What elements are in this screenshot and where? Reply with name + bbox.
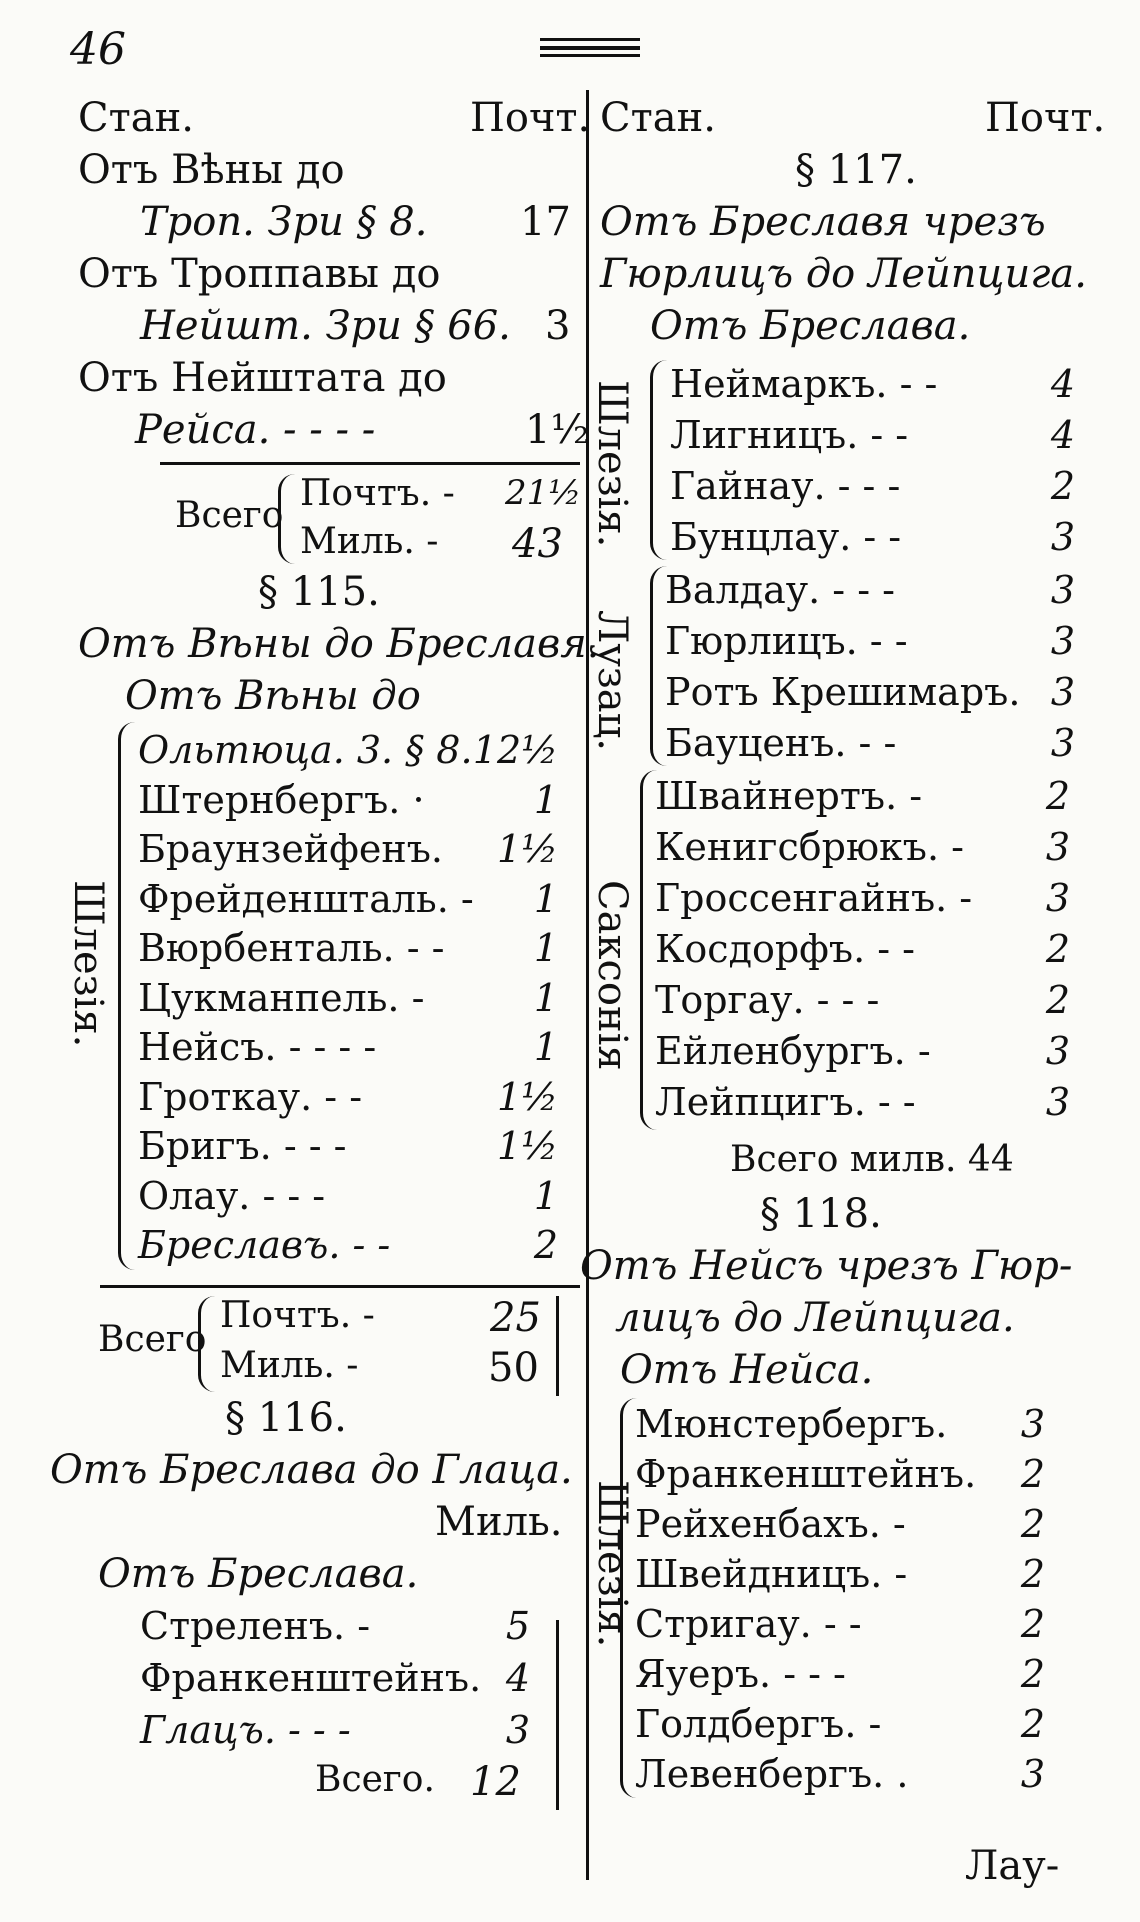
- post-count: 2: [1020, 1652, 1045, 1696]
- station-name: Лигницъ. - -: [670, 413, 909, 457]
- right-col-head-posts: Почт.: [985, 95, 1106, 141]
- total1-posts-name: Почтъ. -: [300, 473, 455, 514]
- station-name: Бунцлау. - -: [670, 515, 902, 559]
- section-118-list: [635, 1402, 1045, 1812]
- post-count: 3: [1020, 1752, 1045, 1796]
- list-item: [670, 362, 1075, 406]
- list-item: [138, 778, 558, 822]
- post-count: 2: [1020, 1452, 1045, 1496]
- post-count: 3: [505, 1708, 530, 1752]
- station-name: Голдбергъ. -: [635, 1702, 882, 1746]
- section-116-list: [140, 1604, 530, 1764]
- left-col-head-posts: Почт.: [470, 95, 591, 141]
- post-count: 3: [1050, 515, 1075, 559]
- station-name: Браунзейфенъ.: [138, 827, 443, 871]
- post-count: 2: [1050, 464, 1075, 508]
- station-name: Валдау. - - -: [665, 568, 895, 612]
- station-name: Яуеръ. - - -: [635, 1652, 846, 1696]
- left-route-1: Отъ Вѣны до: [78, 147, 345, 193]
- post-count: 2: [1045, 978, 1070, 1022]
- station-name: Мюнстербергъ.: [635, 1402, 948, 1446]
- post-count: 1: [533, 975, 558, 1020]
- list-item: [665, 568, 1075, 612]
- total3-label: Всего.: [315, 1759, 435, 1800]
- list-item: [670, 515, 1075, 559]
- total1-posts-val: 21½: [505, 473, 582, 513]
- list-item: [138, 1025, 558, 1069]
- post-count: 3: [1045, 825, 1070, 869]
- list-item: [138, 926, 558, 970]
- list-item: [635, 1402, 1045, 1446]
- station-name: Ейленбургъ. -: [655, 1029, 931, 1073]
- station-name: Гроссенгайнъ. -: [655, 876, 973, 920]
- post-count: 3: [1045, 876, 1070, 920]
- left-route-6-val: 1½: [525, 407, 590, 453]
- station-name: Глацъ. - - -: [140, 1708, 351, 1752]
- section-116-title: Отъ Бреслава до Глаца.: [50, 1447, 573, 1493]
- total2-posts-name: Почтъ. -: [220, 1295, 375, 1336]
- station-name: Швейдницъ. -: [635, 1552, 908, 1596]
- post-count: 3: [1050, 568, 1075, 612]
- post-count: 4: [505, 1656, 530, 1700]
- post-count: 1: [533, 1173, 558, 1218]
- station-name: Стригау. - -: [635, 1602, 862, 1646]
- post-count: 2: [1020, 1502, 1045, 1546]
- catchword: Лау-: [965, 1843, 1060, 1889]
- post-count: 1: [533, 777, 558, 822]
- list-item: [138, 728, 558, 772]
- section-115-heading: § 115.: [258, 569, 380, 615]
- list-item: [655, 927, 1070, 971]
- list-item: [140, 1708, 530, 1752]
- rule-2: [100, 1285, 580, 1288]
- list-item: [665, 619, 1075, 663]
- total1-label: Всего: [175, 495, 284, 536]
- station-name: Олау. - - -: [138, 1173, 326, 1218]
- post-count: 3: [1045, 1080, 1070, 1124]
- station-name: Бауценъ. - -: [665, 721, 897, 765]
- list-item: [655, 1029, 1070, 1073]
- list-item: [665, 721, 1075, 765]
- post-count: 1½: [496, 1124, 558, 1168]
- post-count: 3: [1050, 721, 1075, 765]
- post-count: 5: [505, 1604, 530, 1648]
- list-item: [138, 1124, 558, 1168]
- total1-miles-val: 43: [512, 521, 563, 567]
- list-item: [138, 976, 558, 1020]
- section-117-total: Всего милв. 44: [730, 1139, 1014, 1180]
- station-name: Рейхенбахъ. -: [635, 1502, 906, 1546]
- section-117-title-2: Гюрлицъ до Лейпцига.: [600, 251, 1087, 297]
- station-name: Торгау. - - -: [655, 978, 880, 1022]
- left-route-4-name: Нейшт. Зри § 66.: [140, 303, 511, 349]
- post-count: 1½: [496, 1074, 558, 1119]
- total2-miles-val: 50: [488, 1345, 539, 1391]
- list-item: [635, 1502, 1045, 1546]
- region-label-saxony: Саксонія: [589, 880, 635, 1071]
- total2-posts-val: 25: [490, 1295, 541, 1341]
- list-item: [635, 1752, 1045, 1796]
- list-item: [138, 1223, 558, 1267]
- station-name: Лейпцигъ. - -: [655, 1080, 916, 1124]
- list-item: [665, 670, 1075, 714]
- section-115-from: Отъ Вѣны до: [125, 673, 421, 719]
- section-117-title-1: Отъ Бреславя чрезъ: [600, 199, 1046, 245]
- section-118-heading: § 118.: [760, 1191, 882, 1237]
- post-count: 12½: [472, 728, 558, 772]
- list-item: [655, 825, 1070, 869]
- list-item: [138, 827, 558, 871]
- station-name: Косдорфъ. - -: [655, 927, 916, 971]
- list-item: [670, 413, 1075, 457]
- station-name: Гюрлицъ. - -: [665, 619, 908, 663]
- station-name: Ротъ Крешимаръ.: [665, 670, 1021, 714]
- region-label-silesia: Шлезія.: [65, 880, 111, 1048]
- list-item: [655, 978, 1070, 1022]
- section-116-unit: Миль.: [435, 1499, 563, 1545]
- list-item: [655, 1080, 1070, 1124]
- station-name: Бреславъ. - -: [138, 1223, 391, 1267]
- total3-rule: [556, 1620, 559, 1810]
- post-count: 2: [1045, 927, 1070, 971]
- total2-rule: [556, 1296, 559, 1396]
- post-count: 2: [1020, 1602, 1045, 1646]
- list-item: [635, 1452, 1045, 1496]
- post-count: 3: [1020, 1402, 1045, 1446]
- total2-miles-name: Миль. -: [220, 1345, 359, 1386]
- post-count: 2: [1020, 1702, 1045, 1746]
- total2-label: Всего: [98, 1319, 207, 1360]
- post-count: 1½: [496, 827, 558, 871]
- post-count: 1: [533, 1025, 558, 1069]
- station-name: Гроткау. - -: [138, 1074, 363, 1119]
- region-label-lusatia: Лузац.: [589, 610, 635, 752]
- section-118-title-1: Отъ Нейсъ чрезъ Гюр-: [580, 1243, 1073, 1289]
- left-route-6-name: Рейса. - - - -: [135, 407, 376, 453]
- station-name: Франкенштейнъ.: [140, 1656, 482, 1700]
- brace: [650, 360, 667, 560]
- station-name: Фрейденшталь. -: [138, 876, 474, 921]
- list-item: [140, 1656, 530, 1700]
- post-count: 2: [533, 1223, 558, 1267]
- station-name: Цукманпель. -: [138, 975, 425, 1020]
- list-item: [138, 1174, 558, 1218]
- list-item: [635, 1702, 1045, 1746]
- left-route-2-name: Троп. Зри § 8.: [140, 199, 428, 245]
- section-115-list: [138, 728, 558, 1278]
- station-name: Левенбергъ. .: [635, 1752, 909, 1796]
- list-item: [635, 1602, 1045, 1646]
- region-label-silesia: Шлезія.: [589, 1480, 635, 1648]
- station-name: Ольтюца. 3. § 8.: [138, 728, 473, 772]
- list-item: [140, 1604, 530, 1648]
- post-count: 2: [1020, 1552, 1045, 1596]
- region-label-silesia: Шлезія.: [589, 380, 635, 548]
- total1-miles-name: Миль. -: [300, 521, 439, 562]
- list-item: [138, 1075, 558, 1119]
- section-118-title-2: лицъ до Лейпцига.: [615, 1295, 1015, 1341]
- post-count: 3: [1050, 619, 1075, 663]
- section-117-lusatia-list: [665, 568, 1075, 778]
- list-item: [670, 464, 1075, 508]
- section-117-from: Отъ Бреслава.: [650, 303, 971, 349]
- section-117-saxony-list: [655, 774, 1070, 1144]
- brace: [278, 474, 295, 564]
- left-route-3: Отъ Троппавы до: [78, 251, 441, 297]
- left-route-2-val: 17: [520, 199, 571, 245]
- station-name: Стреленъ. -: [140, 1604, 371, 1648]
- station-name: Кенигсбрюкъ. -: [655, 825, 964, 869]
- page-number: 46: [70, 24, 126, 75]
- section-116-heading: § 116.: [225, 1395, 347, 1441]
- brace: [118, 722, 135, 1270]
- section-115-title: Отъ Вѣны до Бреславя.: [78, 621, 600, 667]
- left-route-5: Отъ Нейштата до: [78, 355, 447, 401]
- list-item: [138, 877, 558, 921]
- list-item: [635, 1652, 1045, 1696]
- station-name: Франкенштейнъ.: [635, 1452, 977, 1496]
- station-name: Швайнертъ. -: [655, 774, 923, 818]
- station-name: Нейсъ. - - - -: [138, 1025, 377, 1069]
- list-item: [635, 1552, 1045, 1596]
- station-name: Бригъ. - - -: [138, 1124, 347, 1168]
- post-count: 3: [1050, 670, 1075, 714]
- post-count: 3: [1045, 1029, 1070, 1073]
- right-col-head-station: Стан.: [600, 95, 716, 141]
- post-count: 1: [533, 876, 558, 921]
- post-count: 4: [1050, 362, 1075, 406]
- section-117-heading: § 117.: [795, 147, 917, 193]
- station-name: Штернбергъ. ·: [138, 777, 425, 822]
- total3-val: 12: [470, 1759, 521, 1805]
- list-item: [655, 876, 1070, 920]
- post-count: 2: [1045, 774, 1070, 818]
- post-count: 4: [1050, 413, 1075, 457]
- brace: [198, 1296, 215, 1392]
- section-118-from: Отъ Нейса.: [620, 1347, 874, 1393]
- station-name: Неймаркъ. - -: [670, 362, 938, 406]
- station-name: Вюрбенталь. - -: [138, 926, 445, 970]
- section-117-silesia-list: [670, 362, 1075, 572]
- rule-1: [160, 462, 580, 465]
- section-116-from: Отъ Бреслава.: [98, 1551, 419, 1597]
- left-col-head-station: Стан.: [78, 95, 194, 141]
- post-count: 1: [533, 926, 558, 970]
- left-route-4-val: 3: [545, 303, 571, 349]
- station-name: Гайнау. - - -: [670, 464, 901, 508]
- list-item: [655, 774, 1070, 818]
